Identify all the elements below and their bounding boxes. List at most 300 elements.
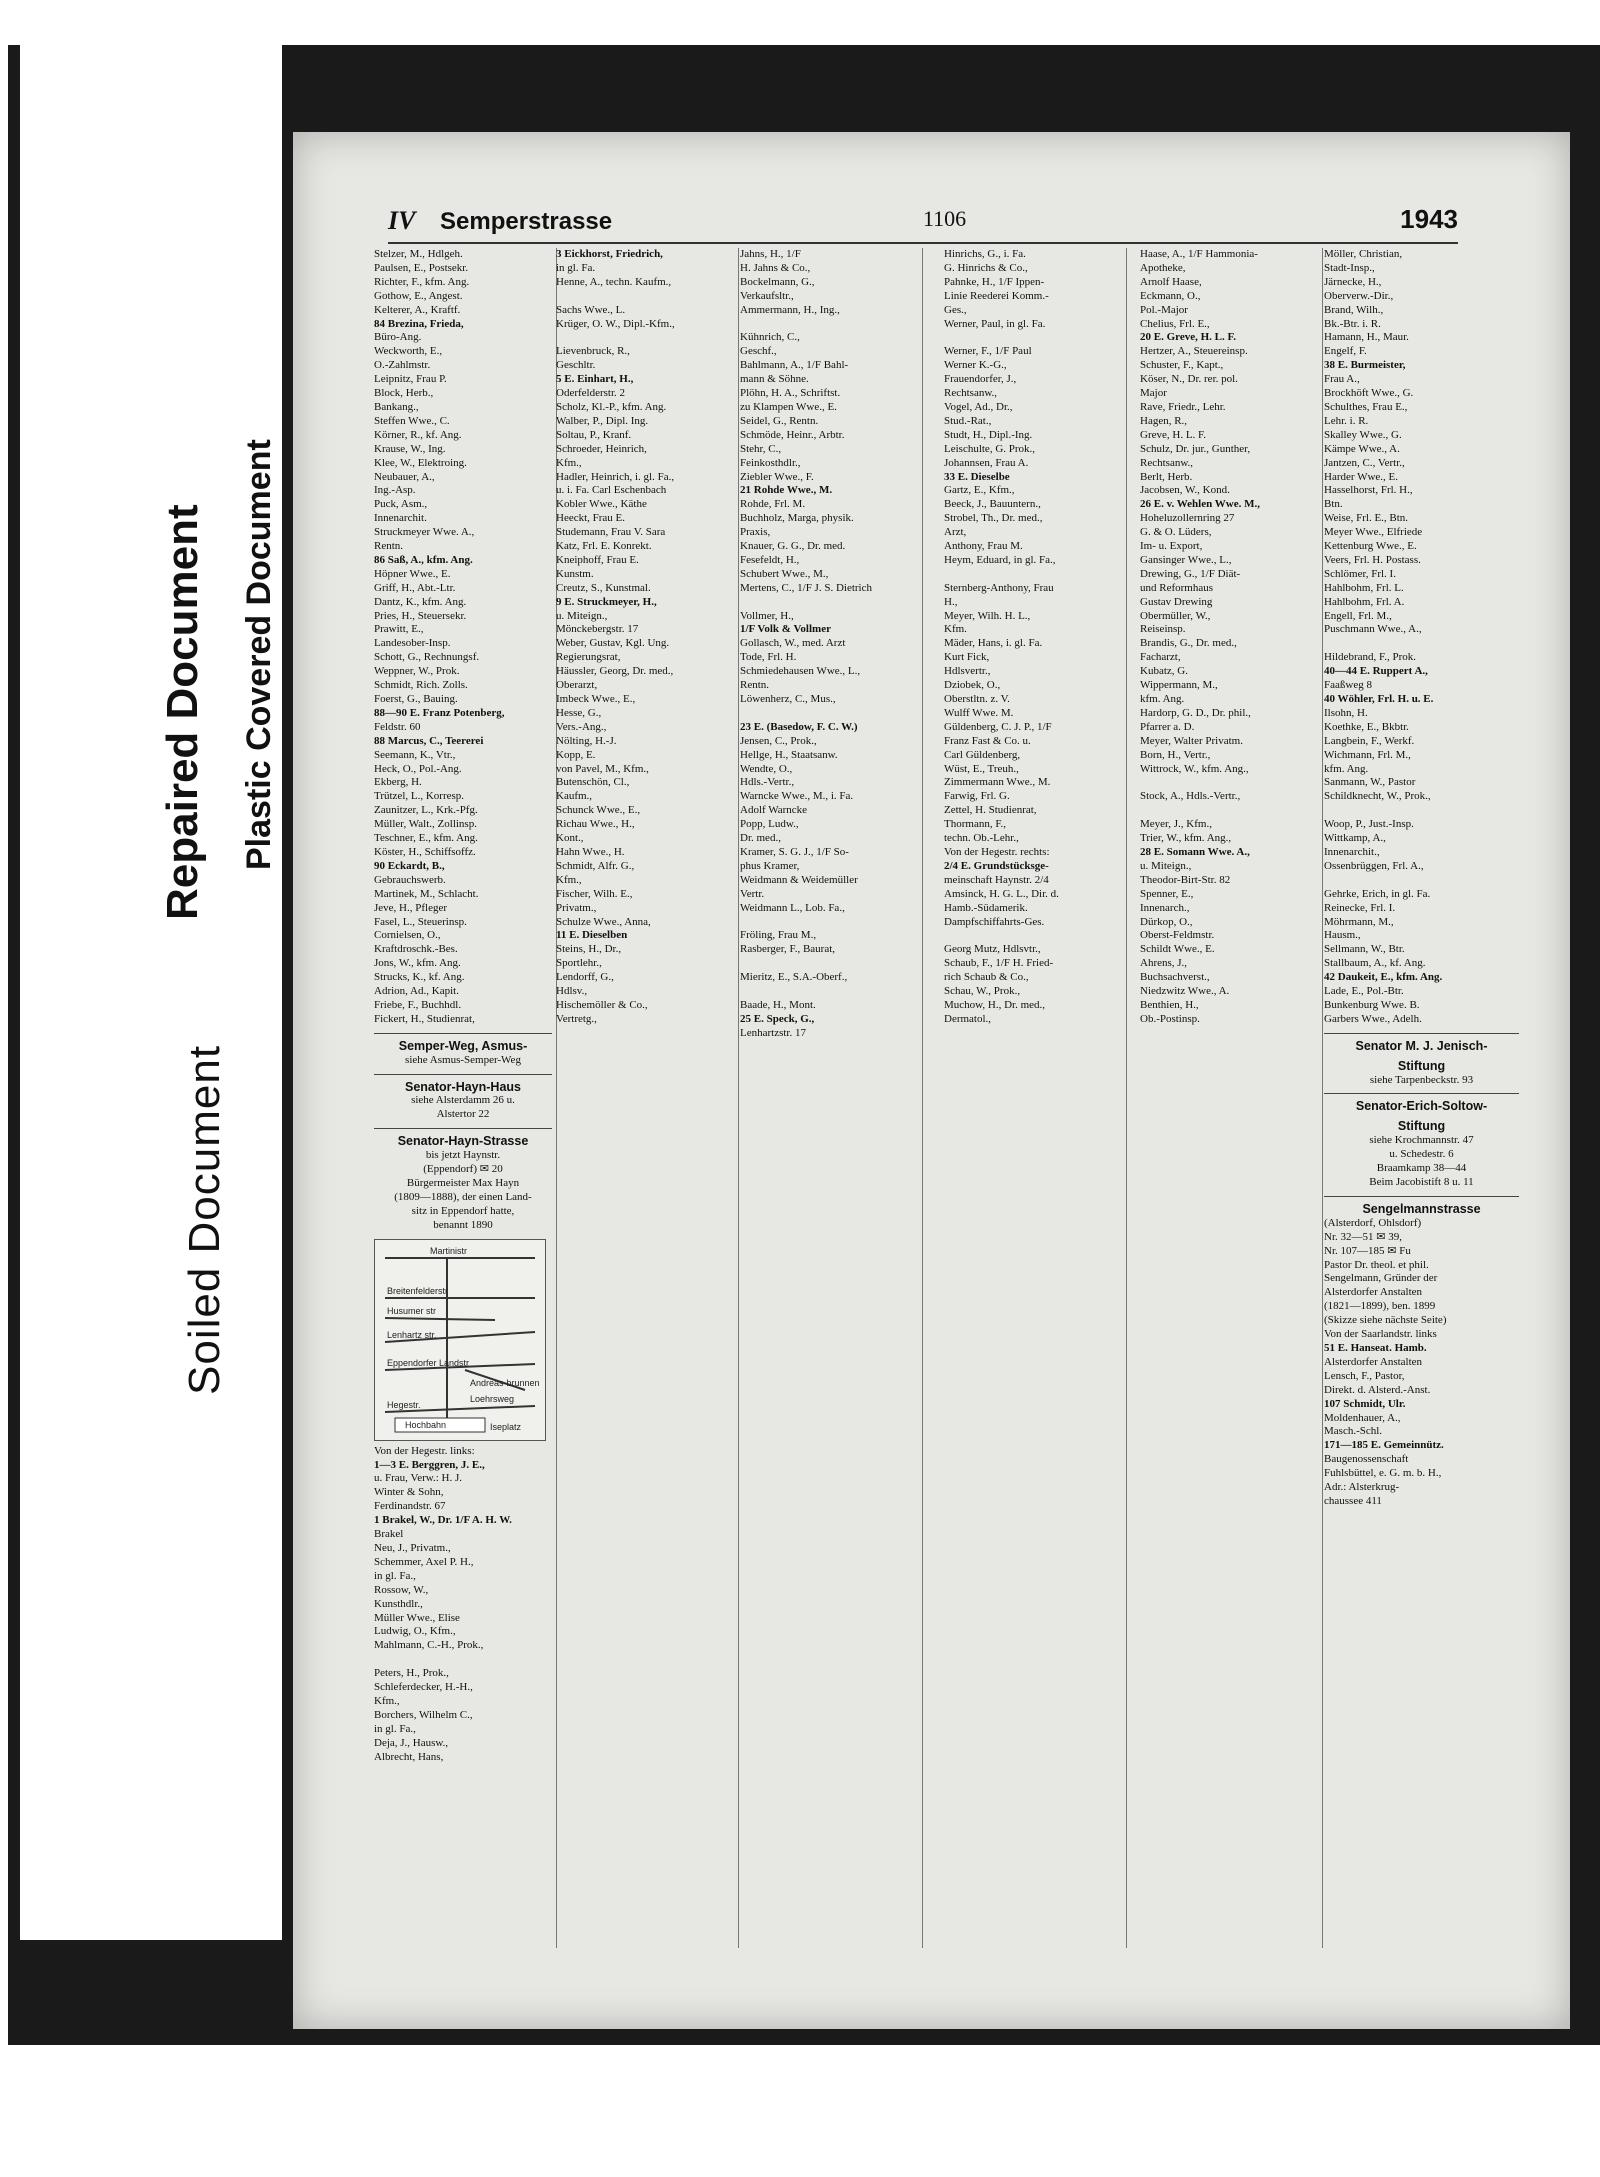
- directory-entry: Martinek, M., Schlacht.: [374, 887, 479, 900]
- directory-entry: Ekberg, H.: [374, 776, 422, 789]
- directory-entry: Rave, Friedr., Lehr.: [1140, 400, 1226, 413]
- directory-entry: Block, Herb.,: [374, 387, 434, 400]
- block-title: Semper-Weg, Asmus-: [398, 1038, 528, 1053]
- directory-entry: Praxis,: [740, 526, 771, 539]
- directory-entry: Seidel, G., Rentn.: [740, 414, 819, 427]
- directory-entry: Körner, R., kf. Ang.: [374, 428, 462, 441]
- directory-entry: Heck, O., Pol.-Ang.: [374, 762, 462, 775]
- directory-entry: Puck, Asm.,: [374, 498, 428, 511]
- divider: [1324, 1033, 1519, 1034]
- directory-entry: Neu, J., Privatm.,: [374, 1541, 451, 1554]
- directory-column-6: [1324, 248, 1523, 1948]
- directory-entry: Im- u. Export,: [1140, 540, 1203, 553]
- directory-entry: Meyer, Wilh. H. L.,: [944, 609, 1031, 622]
- directory-entry: 42 Daukeit, E., kfm. Ang.: [1324, 971, 1443, 984]
- directory-entry: Obermüller, W.,: [1140, 609, 1211, 622]
- directory-entry: Arnolf Haase,: [1140, 275, 1202, 288]
- directory-entry: 86 Saß, A., kfm. Ang.: [374, 553, 473, 566]
- directory-entry: Soltau, P., Kranf.: [556, 428, 632, 441]
- directory-entry: Engell, Frl. M.,: [1324, 609, 1392, 622]
- directory-entry: Major: [1140, 387, 1167, 400]
- directory-entry: Schulze Wwe., Anna,: [556, 915, 651, 928]
- block-title: Stiftung: [1397, 1058, 1446, 1073]
- directory-entry: Ing.-Asp.: [374, 484, 416, 497]
- directory-entry: Direkt. d. Alsterd.-Anst.: [1324, 1383, 1431, 1396]
- directory-entry: Peters, H., Prok.,: [374, 1667, 449, 1680]
- directory-entry: Gartz, E., Kfm.,: [944, 484, 1015, 497]
- directory-entry: Reiseinsp.: [1140, 623, 1186, 636]
- directory-entry: Weber, Gustav, Kgl. Ung.: [556, 637, 670, 650]
- directory-entry: Harder Wwe., E.: [1324, 470, 1399, 483]
- directory-entry: Hinrichs, G., i. Fa.: [944, 248, 1026, 260]
- directory-entry: Katz, Frl. E. Konrekt.: [556, 540, 652, 553]
- directory-entry: Kämpe Wwe., A.: [1324, 442, 1400, 455]
- section-number: IV: [388, 206, 416, 235]
- directory-entry: Benthien, H.,: [1140, 998, 1199, 1011]
- directory-entry: Beeck, J., Bauuntern.,: [944, 498, 1041, 511]
- directory-entry: [1140, 804, 1318, 818]
- directory-entry: Mieritz, E., S.A.-Oberf.,: [740, 971, 848, 984]
- directory-entry: Richter, F., kfm. Ang.: [374, 275, 470, 288]
- directory-entry: Stud.-Rat.,: [944, 414, 992, 427]
- directory-entry: Lade, E., Pol.-Btr.: [1324, 985, 1404, 998]
- directory-entry: Bankang.,: [374, 400, 419, 413]
- directory-entry: Fuhlsbüttel, e. G. m. b. H.,: [1324, 1467, 1442, 1480]
- directory-entry: Puschmann Wwe., A.,: [1324, 623, 1422, 636]
- directory-entry: Dampfschiffahrts-Ges.: [944, 915, 1045, 928]
- block-lines: [1324, 1217, 1519, 1509]
- directory-entry: Von der Saarlandstr. links: [1324, 1328, 1437, 1341]
- block-line: siehe Alsterdamm 26 u.: [411, 1094, 515, 1107]
- map-label-hochbahn: Hochbahn: [405, 1419, 447, 1430]
- directory-entry: Vertr.: [740, 887, 765, 900]
- directory-entry: Schmidt, Alfr. G.,: [556, 859, 635, 872]
- directory-entry: Sportlehr.,: [556, 957, 602, 970]
- directory-entry: Wittrock, W., kfm. Ang.,: [1140, 762, 1249, 775]
- directory-entry: Järnecke, H.,: [1324, 275, 1382, 288]
- directory-entry: Kfm.,: [556, 456, 582, 469]
- directory-entry: Dantz, K., kfm. Ang.: [374, 595, 467, 608]
- directory-entry: Sellmann, W., Btr.: [1324, 943, 1405, 956]
- directory-entry: Wichmann, Frl. M.,: [1324, 748, 1411, 761]
- directory-entry: Kneiphoff, Frau E.: [556, 553, 639, 566]
- directory-entry: [556, 331, 734, 345]
- directory-entry: 51 E. Hanseat. Hamb.: [1324, 1341, 1427, 1354]
- directory-entry: Henne, A., techn. Kaufm.,: [556, 275, 672, 288]
- directory-entry: 5 E. Einhart, H.,: [556, 373, 634, 386]
- directory-entry: Schmiedehausen Wwe., L.,: [740, 665, 861, 678]
- directory-entry: Ziebler Wwe., F.: [740, 470, 814, 483]
- directory-entry: Sengelmann, Gründer der: [1324, 1272, 1438, 1285]
- block-lines: [374, 1149, 552, 1232]
- directory-entry: (Eppendorf) ✉ 20: [423, 1163, 503, 1176]
- directory-entry: Steffen Wwe., C.: [374, 414, 450, 427]
- map-label-hegestr: Hegestr.: [387, 1399, 421, 1410]
- directory-entry: Fesefeldt, H.,: [740, 553, 800, 566]
- directory-entry: Trier, W., kfm. Ang.,: [1140, 832, 1232, 845]
- directory-entry: Krause, W., Ing.: [374, 442, 446, 455]
- directory-entry: [374, 1653, 552, 1667]
- soiled-document-label: Soiled Document: [180, 1044, 229, 1395]
- directory-entry: Albrecht, Hans,: [374, 1750, 444, 1763]
- directory-entry: Bk.-Btr. i. R.: [1324, 317, 1381, 330]
- directory-entry: 84 Brezina, Frieda,: [374, 317, 464, 330]
- directory-entry: Kettenburg Wwe., E.: [1324, 540, 1417, 553]
- directory-entry: Schau, W., Prok.,: [944, 985, 1021, 998]
- directory-entry: Frauendorfer, J.,: [944, 373, 1017, 386]
- directory-entry: Klee, W., Elektroing.: [374, 456, 467, 469]
- directory-entry: techn. Ob.-Lehr.,: [944, 832, 1019, 845]
- directory-entry: Prawitt, E.,: [374, 623, 424, 636]
- directory-entry: Popp, Ludw.,: [740, 818, 799, 831]
- directory-entry: Möhrmann, M.,: [1324, 915, 1394, 928]
- directory-entry: Gebrauchswerb.: [374, 873, 446, 886]
- directory-entry: Foerst, G., Bauing.: [374, 693, 458, 705]
- street-map-svg: [375, 1240, 545, 1440]
- directory-entry: Trützel, L., Korresp.: [374, 790, 465, 803]
- directory-entry: Rohde, Frl. M.: [740, 498, 806, 511]
- directory-entry: Bahlmann, A., 1/F Bahl-: [740, 359, 849, 372]
- directory-entry: Walber, P., Dipl. Ing.: [556, 414, 649, 427]
- directory-entry: Kobler Wwe., Käthe: [556, 498, 647, 511]
- directory-entry: Rasberger, F., Baurat,: [740, 943, 836, 956]
- directory-entry: [1324, 874, 1519, 888]
- directory-entry: Kont.,: [556, 832, 584, 845]
- directory-entry: u. Schedestr. 6: [1389, 1148, 1454, 1161]
- directory-entry: Meyer Wwe., Elfriede: [1324, 526, 1423, 539]
- directory-entry: Pahnke, H., 1/F Ippen-: [944, 275, 1045, 288]
- directory-entry: Greve, H. L. F.: [1140, 428, 1207, 441]
- directory-entry: Oberverw.-Dir.,: [1324, 289, 1394, 302]
- directory-entry: Hausm.,: [1324, 929, 1361, 942]
- directory-entry: Hertzer, A., Steuereinsp.: [1140, 345, 1248, 358]
- directory-entry: kfm. Ang.: [1324, 762, 1369, 775]
- block-line: siehe Asmus-Semper-Weg: [405, 1053, 521, 1066]
- section-heading: Von der Hegestr. links:: [374, 1444, 475, 1457]
- entry-list: [374, 1459, 552, 1765]
- directory-entry: Wippermann, M.,: [1140, 679, 1218, 692]
- directory-entry: [740, 916, 918, 930]
- directory-entry: 171—185 E. Gemeinnütz.: [1324, 1439, 1444, 1452]
- directory-entry: Vogel, Ad., Dr.,: [944, 400, 1013, 413]
- directory-entry: Weckworth, E.,: [374, 345, 443, 358]
- directory-entry: chaussee 411: [1324, 1494, 1382, 1507]
- directory-entry: Adolf Warncke: [740, 804, 808, 817]
- directory-entry: Nr. 107—185 ✉ Fu: [1324, 1244, 1411, 1257]
- directory-entry: 38 E. Burmeister,: [1324, 359, 1406, 372]
- directory-entry: Ludwig, O., Kfm.,: [374, 1625, 456, 1638]
- directory-entry: Ges.,: [944, 303, 967, 316]
- directory-entry: 9 E. Struckmeyer, H.,: [556, 595, 657, 608]
- directory-entry: Theodor-Birt-Str. 82: [1140, 873, 1231, 886]
- directory-entry: 40—44 E. Ruppert A.,: [1324, 665, 1428, 678]
- directory-entry: Schmidt, Rich. Zolls.: [374, 679, 468, 692]
- directory-entry: Stock, A., Hdls.-Vertr.,: [1140, 790, 1241, 803]
- directory-entry: Sachs Wwe., L.: [556, 303, 626, 316]
- directory-entry: 88 Marcus, C., Teererei: [374, 734, 484, 747]
- directory-entry: Griff, H., Abt.-Ltr.: [374, 581, 456, 594]
- directory-entry: Spenner, E.,: [1140, 887, 1194, 900]
- directory-entry: 11 E. Dieselben: [556, 929, 628, 942]
- directory-entry: [740, 957, 918, 971]
- directory-entry: Höpner Wwe., E.: [374, 567, 451, 580]
- directory-entry: Kraftdroschk.-Bes.: [374, 943, 458, 956]
- directory-entry: Thormann, F.,: [944, 818, 1007, 831]
- block-title: Senator M. J. Jenisch-: [1355, 1038, 1488, 1053]
- directory-entry: Gehrke, Erich, in gl. Fa.: [1324, 887, 1431, 900]
- divider: [374, 1128, 552, 1129]
- directory-entry: Mäder, Hans, i. gl. Fa.: [944, 637, 1043, 650]
- directory-entry: Hellge, H., Staatsanw.: [740, 748, 838, 761]
- directory-entry: Fröling, Frau M.,: [740, 929, 817, 942]
- directory-entry: phus Kramer,: [740, 859, 800, 872]
- directory-entry: Rossow, W.,: [374, 1583, 429, 1596]
- entry-list: [944, 248, 1122, 1027]
- directory-entry: Skalley Wwe., G.: [1324, 428, 1402, 441]
- directory-entry: Imbeck Wwe., E.,: [556, 693, 636, 705]
- directory-entry: Adrion, Ad., Kapit.: [374, 985, 459, 998]
- directory-column-2: [556, 248, 739, 1948]
- directory-entry: Apotheke,: [1140, 261, 1186, 274]
- directory-entry: Zimmermann Wwe., M.: [944, 776, 1051, 789]
- directory-entry: Pries, H., Steuersekr.: [374, 609, 467, 622]
- map-label-andreas: Andreas-brunnen: [470, 1377, 540, 1388]
- directory-entry: Lievenbruck, R.,: [556, 345, 630, 358]
- directory-entry: Johannsen, Frau A.: [944, 456, 1029, 469]
- directory-entry: Hesse, G.,: [556, 706, 602, 719]
- directory-entry: Strobel, Th., Dr. med.,: [944, 512, 1043, 525]
- directory-entry: (1809—1888), der einen Land-: [394, 1190, 532, 1203]
- directory-entry: Chelius, Frl. E.,: [1140, 317, 1210, 330]
- directory-entry: benannt 1890: [433, 1218, 493, 1231]
- directory-entry: Hdlsv.,: [556, 985, 588, 998]
- directory-entry: Stallbaum, A., kf. Ang.: [1324, 957, 1426, 970]
- directory-entry: Stadt-Insp.,: [1324, 261, 1375, 274]
- directory-entry: Schaub, F., 1/F H. Fried-: [944, 957, 1054, 970]
- page-header: [388, 202, 1458, 244]
- directory-entry: Pastor Dr. theol. et phil.: [1324, 1258, 1429, 1271]
- directory-entry: [740, 985, 918, 999]
- directory-entry: Ahrens, J.,: [1140, 957, 1188, 970]
- divider: [1324, 1093, 1519, 1094]
- directory-entry: Beim Jacobistift 8 u. 11: [1369, 1176, 1474, 1188]
- year: 1943: [1400, 204, 1458, 234]
- directory-entry: Dziobek, O.,: [944, 679, 1001, 692]
- directory-entry: Moldenhauer, A.,: [1324, 1411, 1401, 1424]
- block-title: Stiftung: [1397, 1119, 1446, 1134]
- directory-entry: Born, H., Vertr.,: [1140, 748, 1211, 761]
- directory-entry: u. Frau, Verw.: H. J.: [374, 1472, 462, 1485]
- directory-entry: mann & Söhne.: [740, 373, 809, 386]
- directory-entry: Dr. med.,: [740, 832, 781, 845]
- directory-entry: Braamkamp 38—44: [1376, 1162, 1467, 1175]
- directory-entry: Schroeder, Heinrich,: [556, 442, 647, 455]
- directory-entry: Vers.-Ang.,: [556, 720, 607, 733]
- block-title: Senator-Hayn-Haus: [405, 1079, 521, 1094]
- directory-entry: Niedzwitz Wwe., A.: [1140, 985, 1230, 998]
- directory-entry: Hamann, H., Maur.: [1324, 331, 1409, 344]
- directory-entry: von Pavel, M., Kfm.,: [556, 762, 649, 775]
- directory-entry: Ilsohn, H.: [1324, 706, 1368, 719]
- directory-entry: [1140, 776, 1318, 790]
- directory-entry: Lendorff, G.,: [556, 971, 614, 984]
- street-title: Semperstrasse: [440, 208, 613, 235]
- directory-entry: Stehr, C.,: [740, 442, 782, 455]
- directory-entry: [740, 596, 918, 610]
- directory-entry: rich Schaub & Co.,: [944, 971, 1029, 984]
- directory-entry: Heeckt, Frau E.: [556, 512, 626, 525]
- directory-entry: Koethke, E., Bkbtr.: [1324, 720, 1409, 733]
- directory-entry: Hahlbohm, Frl. A.: [1324, 595, 1405, 608]
- directory-entry: Dürkop, O.,: [1140, 915, 1193, 928]
- directory-entry: Meyer, Walter Privatm.: [1140, 734, 1243, 747]
- directory-entry: Jacobsen, W., Kond.: [1140, 484, 1230, 497]
- directory-entry: Carl Güldenberg,: [944, 748, 1021, 761]
- directory-entry: sitz in Eppendorf hatte,: [411, 1204, 515, 1217]
- directory-entry: Ferdinandstr. 67: [374, 1500, 446, 1513]
- directory-entry: Jahns, H., 1/F: [740, 248, 801, 260]
- map-label-loehrs: Loehrsweg: [470, 1393, 515, 1404]
- directory-entry: Jeve, H., Pfleger: [374, 901, 448, 914]
- condition-labels-strip: [20, 45, 282, 1940]
- directory-entry: 20 E. Greve, H. L. F.: [1140, 331, 1236, 344]
- directory-entry: [944, 929, 1122, 943]
- directory-entry: Gollasch, W., med. Arzt: [740, 637, 846, 650]
- map-label-lenhartz: Lenhartz str.: [387, 1329, 437, 1340]
- directory-entry: (Skizze siehe nächste Seite): [1324, 1314, 1447, 1327]
- directory-entry: Franz Fast & Co. u.: [944, 734, 1031, 747]
- directory-entry: Engelf, F.: [1324, 345, 1367, 358]
- directory-entry: Buchsachverst.,: [1140, 971, 1210, 984]
- directory-entry: Woop, P., Just.-Insp.: [1324, 818, 1414, 831]
- directory-entry: Weidmann L., Lob. Fa.,: [740, 901, 845, 914]
- directory-entry: Kfm.: [944, 623, 967, 636]
- directory-entry: Rechtsanw.,: [1140, 456, 1194, 469]
- directory-entry: Vollmer, H.,: [740, 609, 794, 622]
- directory-entry: 90 Eckardt, B.,: [374, 859, 445, 872]
- map-label-eppendorfer: Eppendorfer Landstr: [387, 1357, 470, 1368]
- directory-entry: (Alsterdorf, Ohlsdorf): [1324, 1216, 1422, 1229]
- directory-entry: Wittkamp, A.,: [1324, 832, 1386, 845]
- directory-entry: meinschaft Haynstr. 2/4: [944, 873, 1049, 886]
- directory-entry: Studt, H., Dipl.-Ing.: [944, 428, 1033, 441]
- directory-entry: siehe Krochmannstr. 47: [1369, 1134, 1474, 1147]
- directory-entry: Werner, Paul, in gl. Fa.: [944, 317, 1046, 330]
- directory-entry: Köser, N., Dr. rer. pol.: [1140, 373, 1238, 386]
- directory-entry: Deja, J., Hausw.,: [374, 1736, 449, 1749]
- directory-entry: Hoheluzollernring 27: [1140, 512, 1235, 525]
- directory-entry: Drewing, G., 1/F Diät-: [1140, 567, 1241, 580]
- directory-entry: Leipnitz, Frau P.: [374, 373, 447, 386]
- block-title: Senator-Erich-Soltow-: [1355, 1099, 1488, 1114]
- directory-entry: Ammermann, H., Ing.,: [740, 303, 840, 316]
- directory-entry: Faaßweg 8: [1324, 679, 1372, 692]
- entry-list: [1140, 248, 1318, 1027]
- directory-entry: Krüger, O. W., Dipl.-Kfm.,: [556, 317, 675, 330]
- directory-entry: bis jetzt Haynstr.: [425, 1149, 501, 1162]
- directory-entry: H.,: [944, 595, 958, 608]
- directory-entry: Rentn.: [740, 679, 770, 692]
- directory-entry: Brakel: [374, 1528, 404, 1541]
- directory-entry: Meyer, J., Kfm.,: [1140, 818, 1212, 831]
- directory-entry: Knauer, G. G., Dr. med.: [740, 540, 846, 553]
- directory-entry: Richau Wwe., H.,: [556, 818, 635, 831]
- directory-entry: Seemann, K., Vtr.,: [374, 748, 456, 761]
- directory-entry: Facharzt,: [1140, 651, 1181, 664]
- directory-entry: Lensch, F., Pastor,: [1324, 1369, 1405, 1382]
- page-number: 1106: [923, 206, 967, 231]
- divider: [374, 1074, 552, 1075]
- directory-entry: Scholz, Kl.-P., kfm. Ang.: [556, 400, 667, 413]
- directory-entry: Brandis, G., Dr. med.,: [1140, 637, 1237, 650]
- directory-entry: Müller Wwe., Elise: [374, 1611, 460, 1624]
- directory-entry: Cornielsen, O.,: [374, 929, 441, 942]
- directory-entry: (1821—1899), ben. 1899: [1324, 1300, 1436, 1313]
- directory-column-5: [1140, 248, 1323, 1948]
- directory-entry: Schunck Wwe., E.,: [556, 804, 641, 817]
- directory-entry: 1—3 E. Berggren, J. E.,: [374, 1458, 485, 1471]
- directory-entry: Sanmann, W., Pastor: [1324, 776, 1416, 789]
- directory-entry: Warncke Wwe., M., i. Fa.: [740, 790, 854, 803]
- directory-entry: Rentn.: [374, 540, 404, 553]
- directory-entry: Geschltr.: [556, 359, 596, 372]
- directory-entry: Schlömer, Frl. I.: [1324, 567, 1396, 580]
- directory-entry: Hasselhorst, Frl. H.,: [1324, 484, 1413, 497]
- directory-entry: Wüst, E., Treuh.,: [944, 762, 1019, 775]
- directory-entry: Frau A.,: [1324, 373, 1360, 386]
- directory-entry: Geschf.,: [740, 345, 777, 358]
- directory-entry: Werner, F., 1/F Paul: [944, 345, 1032, 358]
- directory-entry: Schemmer, Axel P. H.,: [374, 1555, 474, 1568]
- directory-entry: 88—90 E. Franz Potenberg,: [374, 706, 505, 719]
- directory-entry: Alsterdorfer Anstalten: [1324, 1286, 1423, 1299]
- directory-entry: Hahlbohm, Frl. L.: [1324, 581, 1404, 594]
- directory-entry: Bockelmann, G.,: [740, 275, 815, 288]
- directory-entry: [740, 318, 918, 332]
- directory-entry: Löwenherz, C., Mus.,: [740, 693, 836, 705]
- directory-entry: Neubauer, A.,: [374, 470, 435, 483]
- directory-entry: u. Miteign.,: [556, 609, 608, 622]
- directory-entry: Vertretg.,: [556, 1012, 597, 1025]
- directory-entry: Bunkenburg Wwe. B.: [1324, 998, 1420, 1011]
- directory-entry: Hardorp, G. D., Dr. phil.,: [1140, 706, 1251, 719]
- directory-entry: Hischemöller & Co.,: [556, 998, 648, 1011]
- directory-entry: Jantzen, C., Vertr.,: [1324, 456, 1405, 469]
- directory-entry: Arzt,: [944, 526, 967, 539]
- directory-entry: 1/F Volk & Vollmer: [740, 623, 831, 636]
- directory-entry: Schmöde, Heinr., Arbtr.: [740, 428, 845, 441]
- directory-entry: 2/4 E. Grundstücksge-: [944, 859, 1049, 872]
- directory-entry: Weppner, W., Prok.: [374, 665, 460, 678]
- directory-entry: in gl. Fa.,: [374, 1569, 416, 1582]
- directory-entry: Paulsen, E., Postsekr.: [374, 261, 469, 274]
- directory-entry: kfm. Ang.: [1140, 693, 1185, 705]
- directory-entry: Pfarrer a. D.: [1140, 720, 1195, 733]
- directory-entry: Baade, H., Mont.: [740, 998, 816, 1011]
- directory-entry: Müller, Walt., Zollinsp.: [374, 818, 477, 831]
- entry-list: [1324, 248, 1519, 1027]
- directory-entry: Fickert, H., Studienrat,: [374, 1012, 475, 1025]
- street-map: [374, 1239, 546, 1441]
- directory-entry: Stelzer, M., Hdlgeh.: [374, 248, 463, 260]
- directory-entry: Feinkosthdlr.,: [740, 456, 801, 469]
- directory-entry: Brand, Wilh.,: [1324, 303, 1384, 316]
- directory-entry: Ossenbrüggen, Frl. A.,: [1324, 859, 1424, 872]
- directory-entry: [556, 290, 734, 304]
- directory-entry: Hildebrand, F., Prok.: [1324, 651, 1417, 664]
- directory-entry: Oderfelderstr. 2: [556, 387, 626, 400]
- directory-entry: [1324, 804, 1519, 818]
